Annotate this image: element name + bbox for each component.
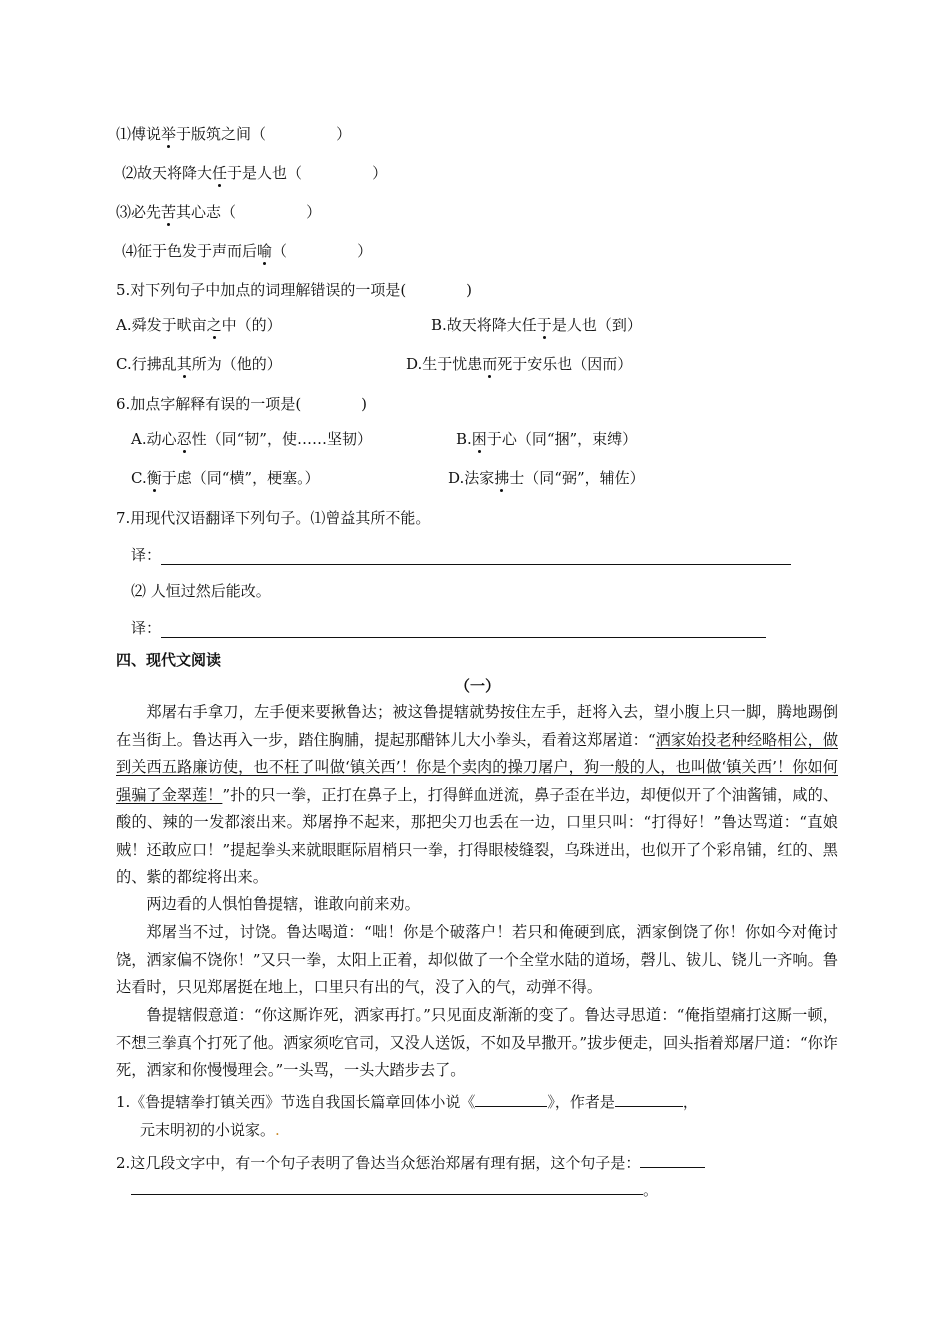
q6-option-a xyxy=(131,429,372,449)
q4-item-4 xyxy=(122,241,372,261)
q7-sub-2: ⑵ 人恒过然后能改。 xyxy=(131,582,271,600)
item-text: 于版筑之间（ xyxy=(176,125,267,143)
item-close: ） xyxy=(372,164,388,182)
q6-option-c xyxy=(131,468,320,488)
dotted-char: 拂 xyxy=(494,469,510,487)
option-text: 所为（他的） xyxy=(191,355,282,373)
question-text: 》，作者是 xyxy=(547,1093,615,1111)
section-heading: 四、现代文阅读 xyxy=(116,651,222,669)
item-text: （ xyxy=(272,242,288,260)
item-number: ⑴ xyxy=(116,125,132,143)
q7-translation-2 xyxy=(131,618,766,638)
dotted-char: 之 xyxy=(206,316,222,334)
option-text: 性（同“韧”，使……坚韧） xyxy=(191,430,372,448)
item-close: ） xyxy=(306,203,322,221)
item-text: 傅说 xyxy=(131,125,162,143)
question-close: ) xyxy=(466,281,473,299)
item-close: ） xyxy=(336,125,352,143)
q6-option-b xyxy=(456,429,637,449)
dotted-char: 困 xyxy=(471,430,487,448)
option-text: 死于安乐也（因而） xyxy=(497,355,633,373)
option-text: 于虑（同“横”，梗塞。） xyxy=(161,469,320,487)
option-text: A.动心 xyxy=(131,430,177,448)
dotted-char: 于 xyxy=(536,316,552,334)
passage-paragraph-1 xyxy=(116,699,838,892)
dotted-char: 任 xyxy=(212,164,228,182)
reading-question-1-cont xyxy=(140,1120,280,1140)
q5-stem xyxy=(116,280,472,300)
translation-answer-line[interactable] xyxy=(161,548,791,565)
q4-item-1 xyxy=(116,124,351,144)
item-number: ⑶ xyxy=(116,203,132,221)
question-text: 6.加点字解释有误的一项是( xyxy=(116,395,302,413)
q7-stem: 7.用现代汉语翻译下列句子。⑴曾益其所不能。 xyxy=(116,509,431,527)
q5-option-c xyxy=(116,354,282,374)
option-text: D.生于忧患 xyxy=(406,355,483,373)
question-text: 2.这几段文字中，有一个句子表明了鲁达当众惩治郑屠有理有据，这个句子是： xyxy=(116,1154,641,1172)
q5-option-b xyxy=(431,315,642,335)
author-blank[interactable] xyxy=(615,1092,683,1107)
question-text: 5.对下列句子中加点的词理解错误的一项是( xyxy=(116,281,407,299)
option-text: C. xyxy=(131,469,147,487)
reading-question-1 xyxy=(116,1092,698,1112)
q4-item-3 xyxy=(116,202,321,222)
question-text: 。 xyxy=(643,1181,659,1199)
q6-option-d xyxy=(448,468,645,488)
dotted-char: 其 xyxy=(176,355,192,373)
dotted-char: 喻 xyxy=(257,242,273,260)
item-close: ） xyxy=(357,242,373,260)
passage-text: ”扑的只一拳，正打在鼻子上，打得鲜血迸流，鼻子歪在半边，却便似开了个油酱铺，咸的、酸的、辣的一发都滚出来。郑屠挣不起来，那把尖刀也丢在一边，口里只叫：“打得好！”鲁达骂道：“直娘贼！还敢应口！”提起拳头来就眼眶际眉梢只一拳，打得眼棱缝裂，乌珠迸出，也似开了个彩帛铺，红的、黑的、紫的都绽将出来。 xyxy=(116,785,839,886)
dotted-char: 衡 xyxy=(146,469,162,487)
item-number: ⑷ xyxy=(122,242,138,260)
option-text: 士（同“弼”，辅佐） xyxy=(509,469,645,487)
q7-translation-1 xyxy=(131,545,791,565)
question-close: ) xyxy=(361,395,368,413)
item-number: ⑵ xyxy=(122,164,138,182)
translation-answer-line[interactable] xyxy=(161,621,766,638)
passage-paragraph-4: 鲁提辖假意道：“你这厮诈死，洒家再打。”只见面皮渐渐的变了。鲁达寻思道：“俺指望痛打这厮一顿，不想三拳真个打死了他。洒家须吃官司，又没人送饭，不如及早撒开。”拔步便走，回头指着郑屠尸道：“你诈死，洒家和你慢慢理会。”一头骂，一头大踏步去了。 xyxy=(116,1006,838,1079)
answer-blank[interactable] xyxy=(640,1153,705,1168)
passage-paragraph-3: 郑屠当不过，讨饶。鲁达喝道：“咄！你是个破落户！若只和俺硬到底，洒家倒饶了你！你如今对俺讨饶，洒家偏不饶你！”又只一拳，太阳上正着，却似做了一个全堂水陆的道场，磬儿、钹儿、铙儿一齐响。鲁达看时，只见郑屠挺在地上，口里只有出的气，没了入的气，动弹不得。 xyxy=(116,923,838,996)
dotted-char: 忍 xyxy=(176,430,192,448)
option-text: B.故天将降大任 xyxy=(431,316,537,334)
translation-label: 译： xyxy=(131,619,162,637)
question-text: ， xyxy=(682,1093,698,1111)
option-text: A.舜发于畎亩 xyxy=(116,316,207,334)
option-text: D.法家 xyxy=(448,469,495,487)
dotted-char: 举 xyxy=(161,125,177,143)
item-text: 必先 xyxy=(131,203,162,221)
dotted-char: 而 xyxy=(482,355,498,373)
item-text: 于是人也（ xyxy=(227,164,303,182)
question-text: 1.《鲁提辖拳打镇关西》节选自我国长篇章回体小说《 xyxy=(116,1093,476,1111)
translation-label: 译： xyxy=(131,546,162,564)
underlined-sentence: 洒家始投老种经略相公，做到关西五路廉访使，也不枉了叫做‘镇关西’！你是个卖肉的操刀屠户，狗一般的人，也叫做‘镇关西’！你如何强骗了金翠莲！ xyxy=(116,730,839,804)
option-text: C.行拂乱 xyxy=(116,355,177,373)
option-text: 中（的） xyxy=(221,316,282,334)
passage-paragraph-2: 两边看的人惧怕鲁提辖，谁敢向前来劝。 xyxy=(146,895,420,913)
dotted-char: 苦 xyxy=(161,203,177,221)
option-text: B. xyxy=(456,430,472,448)
stray-mark: . xyxy=(275,1121,280,1139)
q5-option-a xyxy=(116,315,282,335)
reading-question-2 xyxy=(116,1153,705,1173)
option-text: 是人也（到） xyxy=(551,316,642,334)
novel-title-blank[interactable] xyxy=(475,1092,547,1107)
question-text: 元末明初的小说家。 xyxy=(140,1121,276,1139)
reading-question-2-line xyxy=(131,1180,658,1200)
section-subheading: （一） xyxy=(455,677,501,695)
answer-line[interactable] xyxy=(131,1180,643,1195)
q4-item-2 xyxy=(122,163,387,183)
item-text: 故天将降大 xyxy=(137,164,213,182)
q5-option-d xyxy=(406,354,632,374)
passage-text: 郑屠右手拿刀，左手便来要揪鲁达；被这鲁提辖就势按住左手，赶将入去，望小腹上只一脚，腾地踢倒在当街上。鲁达再入一步，踏住胸脯，提起那醋钵儿大小拳头，看着这郑屠道：“ xyxy=(116,703,838,749)
item-text: 其心志（ xyxy=(176,203,237,221)
q6-stem xyxy=(116,394,367,414)
item-text: 征于色发于声而后 xyxy=(137,242,258,260)
option-text: 于心（同“捆”，束缚） xyxy=(486,430,638,448)
